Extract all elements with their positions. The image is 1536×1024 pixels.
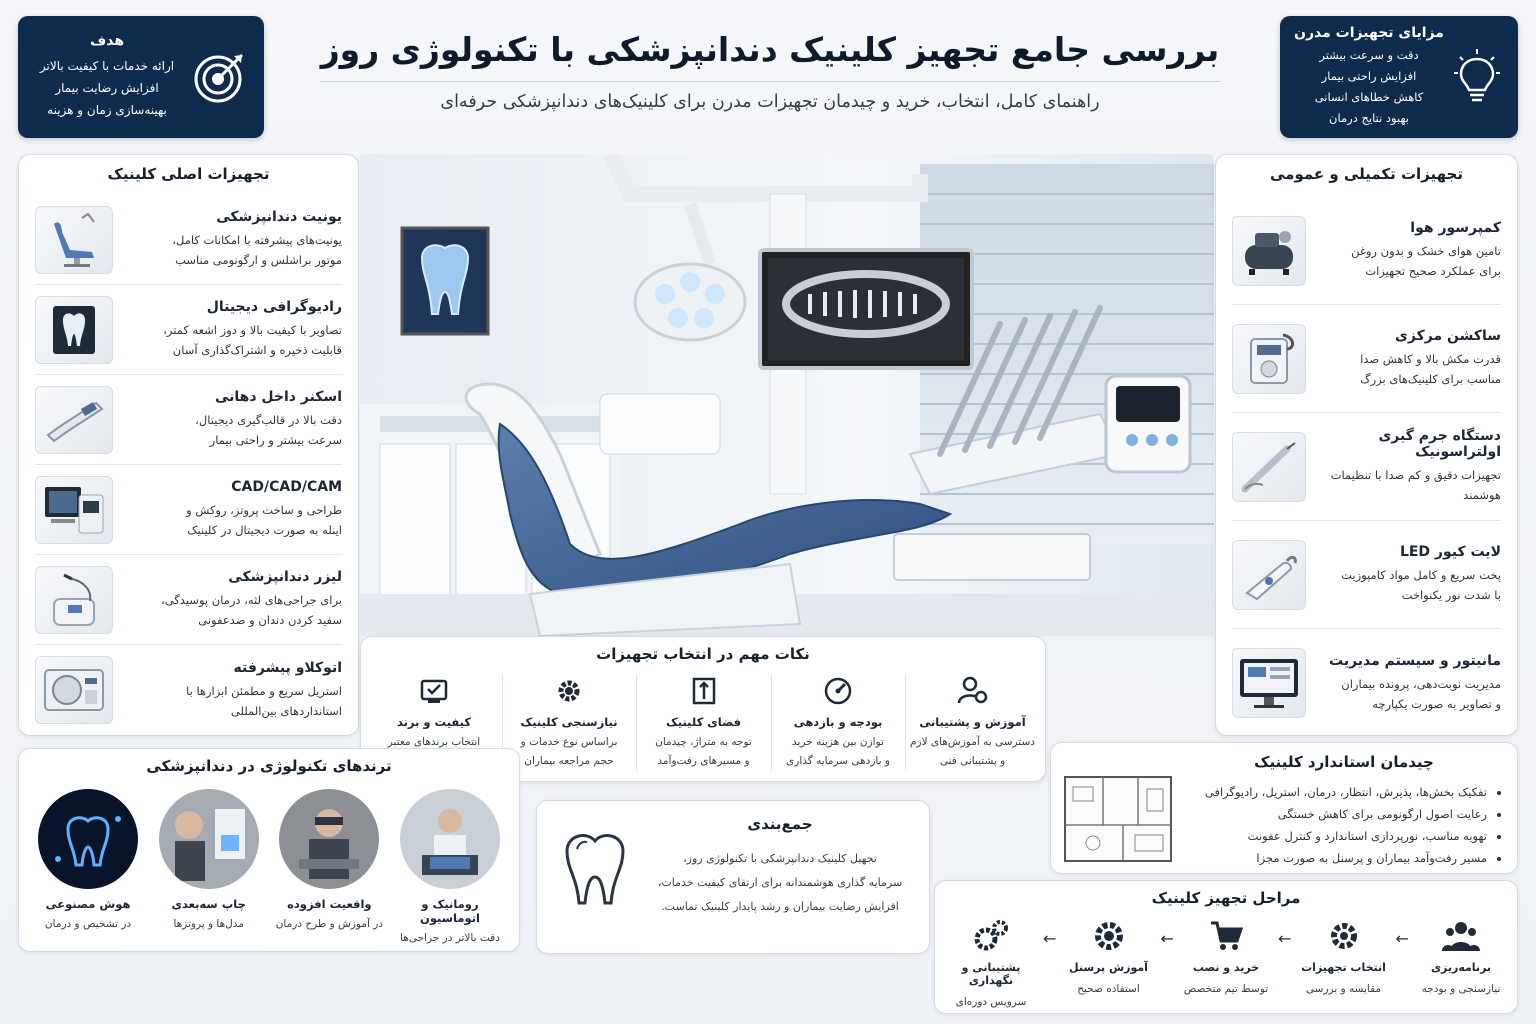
steps-row — [943, 919, 1509, 1012]
page-subtitle: راهنمای کامل، انتخاب، خرید و چیدمان تجهیزات مدرن برای کلینیک‌های دندانپزشکی حرفه‌ای — [440, 92, 1100, 112]
layout-bullet: • تفکیک بخش‌ها، پذیرش، انتظار، درمان، استریل، رادیوگرافی — [1183, 781, 1487, 803]
summary-card — [536, 800, 930, 954]
main-equipment-item — [35, 645, 342, 735]
equipment-desc: تامین هوای خشک و بدون روغن — [1351, 244, 1501, 258]
planning-team-icon — [1413, 919, 1509, 955]
3d-printing-icon — [159, 789, 259, 889]
air-compressor-icon — [1232, 216, 1306, 286]
training-gear-icon — [1061, 919, 1157, 955]
main-equipment-card — [18, 154, 359, 736]
main-equipment-item — [35, 555, 342, 645]
support-equipment-item — [1232, 629, 1501, 737]
step-title: پشتیبانی و نگهداری — [961, 961, 1021, 987]
step-item — [943, 919, 1039, 1012]
arrow-left-icon: ← — [1395, 929, 1409, 948]
benefit-line: کاهش خطاهای انسانی — [1314, 90, 1424, 104]
main-equipment-list — [35, 195, 342, 735]
artificial-intelligence-icon — [38, 789, 138, 889]
goal-title: هدف — [89, 33, 125, 49]
step-title: خرید و نصب — [1192, 961, 1260, 974]
trend-title: چاپ سه‌بعدی — [171, 897, 246, 911]
trend-title: هوش مصنوعی — [45, 897, 131, 911]
main-equipment-item — [35, 195, 342, 285]
summary-line: تجهیل کلینیک دندانپزشکی با تکنولوژی روز، — [683, 852, 877, 865]
equipment-title: یونیت دندانپزشکی — [216, 209, 342, 225]
equipment-desc: استانداردهای بین‌المللی — [230, 703, 342, 718]
arrow-left-icon: ← — [1160, 929, 1174, 948]
equipment-desc: برای عملکرد صحیح تجهیزات — [1365, 264, 1501, 278]
lightbulb-icon — [1450, 47, 1504, 107]
tip-title: آموزش و پشتیبانی — [919, 715, 1026, 729]
equipment-desc: و تصاویر به صورت یکپارچه — [1372, 696, 1501, 711]
trend-desc: در آموزش و طرح درمان — [275, 918, 383, 930]
support-equipment-item — [1232, 521, 1501, 629]
goal-line: ارائه خدمات با کیفیت بالاتر — [39, 59, 175, 73]
benefits-title: مزایای تجهیزات مدرن — [1294, 25, 1444, 41]
trend-desc: در تشخیص و درمان — [44, 918, 132, 930]
page-title: بررسی جامع تجهیز کلینیک دندانپزشکی با تکنولوژی روز — [320, 30, 1220, 69]
floor-plan-icon — [1063, 775, 1173, 863]
dental-laser-icon — [35, 566, 113, 634]
step-desc: سرویس دوره‌ای — [955, 996, 1027, 1008]
support-equipment-item — [1232, 305, 1501, 413]
goal-line: بهینه‌سازی زمان و هزینه — [47, 103, 167, 117]
equipment-desc: هوشمند — [1463, 488, 1501, 502]
cad-cam-icon — [35, 476, 113, 544]
trend-item — [29, 789, 147, 948]
tip-desc: و پشتیبانی فنی — [939, 755, 1006, 767]
summary-line: سرمایه گذاری هوشمندانه برای ارتقای کیفیت خدمات، — [657, 876, 903, 889]
equipment-title: اتوکلاو پیشرفته — [233, 659, 342, 676]
xray-tooth-icon — [35, 296, 113, 364]
clinic-photo — [360, 154, 1214, 636]
layout-bullet: • رعایت اصول ارگونومی برای کاهش خستگی — [1183, 803, 1487, 825]
layout-bullet: • مسیر رفت‌وآمد بیماران و پرسنل به صورت مجزا — [1183, 847, 1487, 869]
maintenance-gears-icon — [943, 919, 1039, 955]
main-equipment-item — [35, 465, 342, 555]
equipment-desc: با شدت نور یکنواخت — [1401, 588, 1501, 602]
trends-row — [29, 789, 509, 948]
support-equipment-item — [1232, 197, 1501, 305]
equipment-desc: قابلیت ذخیره و اشتراک‌گذاری آسان — [172, 343, 342, 357]
benefit-line: افزایش راحتی بیمار — [1321, 69, 1417, 83]
step-item — [1296, 919, 1392, 999]
arrow-left-icon: ← — [1278, 929, 1292, 948]
equipment-desc: یونیت‌های پیشرفته با امکانات کامل، — [172, 233, 342, 247]
trend-title: واقعیت افزوده — [287, 897, 372, 911]
step-item — [1413, 919, 1509, 999]
selection-gear-icon — [1296, 919, 1392, 955]
step-desc: نیازسنجی و بودجه — [1421, 983, 1501, 995]
tip-desc: توجه به متراژ، چیدمان — [655, 736, 752, 748]
trend-title: رومانیک و اتوماسیون — [420, 897, 480, 925]
trends-title: ترندهای تکنولوژی در دندانپزشکی — [146, 757, 392, 775]
benefits-box — [1280, 16, 1518, 138]
needs-gear-icon — [503, 675, 636, 709]
ultrasonic-scaler-icon — [1232, 432, 1306, 502]
equipment-desc: مدیریت نوبت‌دهی، پرونده بیماران — [1341, 676, 1501, 691]
tip-item — [771, 675, 905, 771]
autoclave-icon — [35, 656, 113, 724]
robotics-icon — [400, 789, 500, 889]
tip-title: کیفیت و برند — [396, 715, 472, 729]
equipment-title: CAD/CAD/CAM — [231, 479, 342, 495]
goal-box — [18, 16, 264, 138]
augmented-reality-icon — [279, 789, 379, 889]
tip-title: نیازسنجی کلینیک — [520, 715, 618, 729]
tip-desc: و بازدهی سرمایه گذاری — [786, 755, 890, 767]
main-equipment-item — [35, 285, 342, 375]
steps-card — [934, 880, 1518, 1014]
intraoral-scanner-icon — [35, 386, 113, 454]
equipment-desc: تجهیزات دقیق و کم صدا با تنظیمات — [1330, 468, 1501, 482]
trend-item — [270, 789, 388, 948]
target-icon — [190, 47, 250, 107]
equipment-desc: قدرت مکش بالا و کاهش صدا — [1360, 352, 1501, 366]
layout-standard-title: چیدمان استاندارد کلینیک — [1254, 753, 1434, 771]
shopping-cart-icon — [1178, 919, 1274, 955]
equipment-desc: طراحی و ساخت پروتز، روکش و — [186, 503, 342, 517]
budget-gauge-icon — [772, 675, 905, 709]
main-equipment-title: تجهیزات اصلی کلینیک — [107, 165, 270, 183]
step-title: برنامه‌ریزی — [1430, 961, 1492, 974]
tip-desc: دسترسی به آموزش‌های لازم — [910, 736, 1035, 748]
trend-desc: مدل‌ها و پروتزها — [173, 918, 244, 930]
tip-desc: انتخاب برندهای معتبر — [387, 736, 481, 748]
equipment-title: کمپرسور هوا — [1410, 220, 1501, 236]
tooth-icon — [553, 825, 637, 909]
tip-desc: و مسیرهای رفت‌وآمد — [657, 755, 750, 767]
equipment-title: ساکشن مرکزی — [1395, 328, 1501, 344]
training-support-icon — [906, 675, 1039, 709]
equipment-title: رادیوگرافی دیجیتال — [206, 299, 342, 315]
step-title: آموزش پرسنل — [1069, 961, 1148, 974]
step-desc: مقایسه و بررسی — [1305, 983, 1382, 995]
layout-bullet: • تهویه مناسب، نورپردازی استاندارد و کنترل عفونت — [1183, 825, 1487, 847]
equipment-title: دستگاه جرم گیری اولتراسونیک — [1378, 428, 1501, 460]
equipment-desc: سفید کردن دندان و ضدعفونی — [198, 613, 342, 627]
equipment-desc: تصاویر با کیفیت بالا و دوز اشعه کمتر، — [163, 323, 342, 337]
tip-desc: براساس نوع خدمات و — [520, 736, 618, 748]
benefit-line: بهبود نتایج درمان — [1329, 111, 1409, 125]
step-desc: توسط تیم متخصص — [1183, 983, 1269, 995]
step-title: انتخاب تجهیزات — [1301, 961, 1386, 974]
support-equipment-list — [1232, 197, 1501, 737]
layout-bullets — [1183, 781, 1505, 869]
steps-title: مراحل تجهیز کلینیک — [1151, 889, 1301, 907]
equipment-desc: برای جراحی‌های لثه، درمان پوسیدگی، — [161, 593, 342, 607]
equipment-desc: مناسب برای کلینیک‌های بزرگ — [1360, 372, 1501, 386]
equipment-desc: استریل سریع و مطمئن ابزارها با — [186, 683, 342, 698]
step-item — [1178, 919, 1274, 999]
tip-item — [905, 675, 1039, 771]
title-divider — [320, 81, 1220, 82]
trend-item — [150, 789, 268, 948]
benefit-line: دقت و سرعت بیشتر — [1319, 48, 1419, 62]
monitor-system-icon — [1232, 648, 1306, 718]
step-item — [1061, 919, 1157, 999]
tips-title: نکات مهم در انتخاب تجهیزات — [596, 645, 810, 663]
support-equipment-card — [1215, 154, 1518, 736]
clinic-space-icon — [637, 675, 770, 709]
goal-line: افزایش رضایت بیمار — [55, 81, 159, 95]
tip-title: بودجه و بازدهی — [793, 715, 883, 729]
trend-item — [391, 789, 509, 948]
page-header — [290, 22, 1250, 132]
tip-item — [502, 675, 636, 771]
equipment-desc: اینله به صورت دیجیتال در کلینیک — [187, 523, 342, 537]
tip-item — [636, 675, 770, 771]
step-desc: استفاده صحیح — [1077, 983, 1140, 995]
equipment-title: اسکنر داخل دهانی — [214, 389, 342, 405]
equipment-title: لایت کیور LED — [1399, 544, 1501, 560]
tip-desc: حجم مراجعه بیماران — [524, 755, 614, 767]
equipment-desc: موتور براشلس و ارگونومی مناسب — [175, 253, 342, 267]
trend-desc: دقت بالاتر در جراحی‌ها — [400, 932, 500, 944]
equipment-title: لیزر دندانپزشکی — [228, 569, 342, 585]
summary-line: افزایش رضایت بیماران و رشد پایدار کلینیک تماست. — [661, 900, 899, 913]
dental-chair-icon — [35, 206, 113, 274]
arrow-left-icon: ← — [1043, 929, 1057, 948]
quality-brand-icon — [367, 675, 501, 709]
equipment-desc: پخت سریع و کامل مواد کامپوزیت — [1341, 568, 1501, 582]
main-equipment-item — [35, 375, 342, 465]
support-equipment-title: تجهیزات تکمیلی و عمومی — [1269, 165, 1463, 183]
support-equipment-item — [1232, 413, 1501, 521]
summary-title: جمع‌بندی — [747, 815, 813, 833]
equipment-desc: دقت بالا در قالب‌گیری دیجیتال، — [195, 413, 342, 427]
layout-standard-card — [1050, 742, 1518, 874]
tip-desc: توازن بین هزینه خرید — [792, 736, 884, 748]
led-curing-light-icon — [1232, 540, 1306, 610]
trends-card — [18, 748, 520, 952]
tip-title: فضای کلینیک — [666, 715, 741, 729]
central-suction-icon — [1232, 324, 1306, 394]
equipment-desc: سرعت بیشتر و راحتی بیمار — [209, 433, 342, 447]
equipment-title: مانیتور و سیستم مدیریت — [1329, 652, 1501, 669]
